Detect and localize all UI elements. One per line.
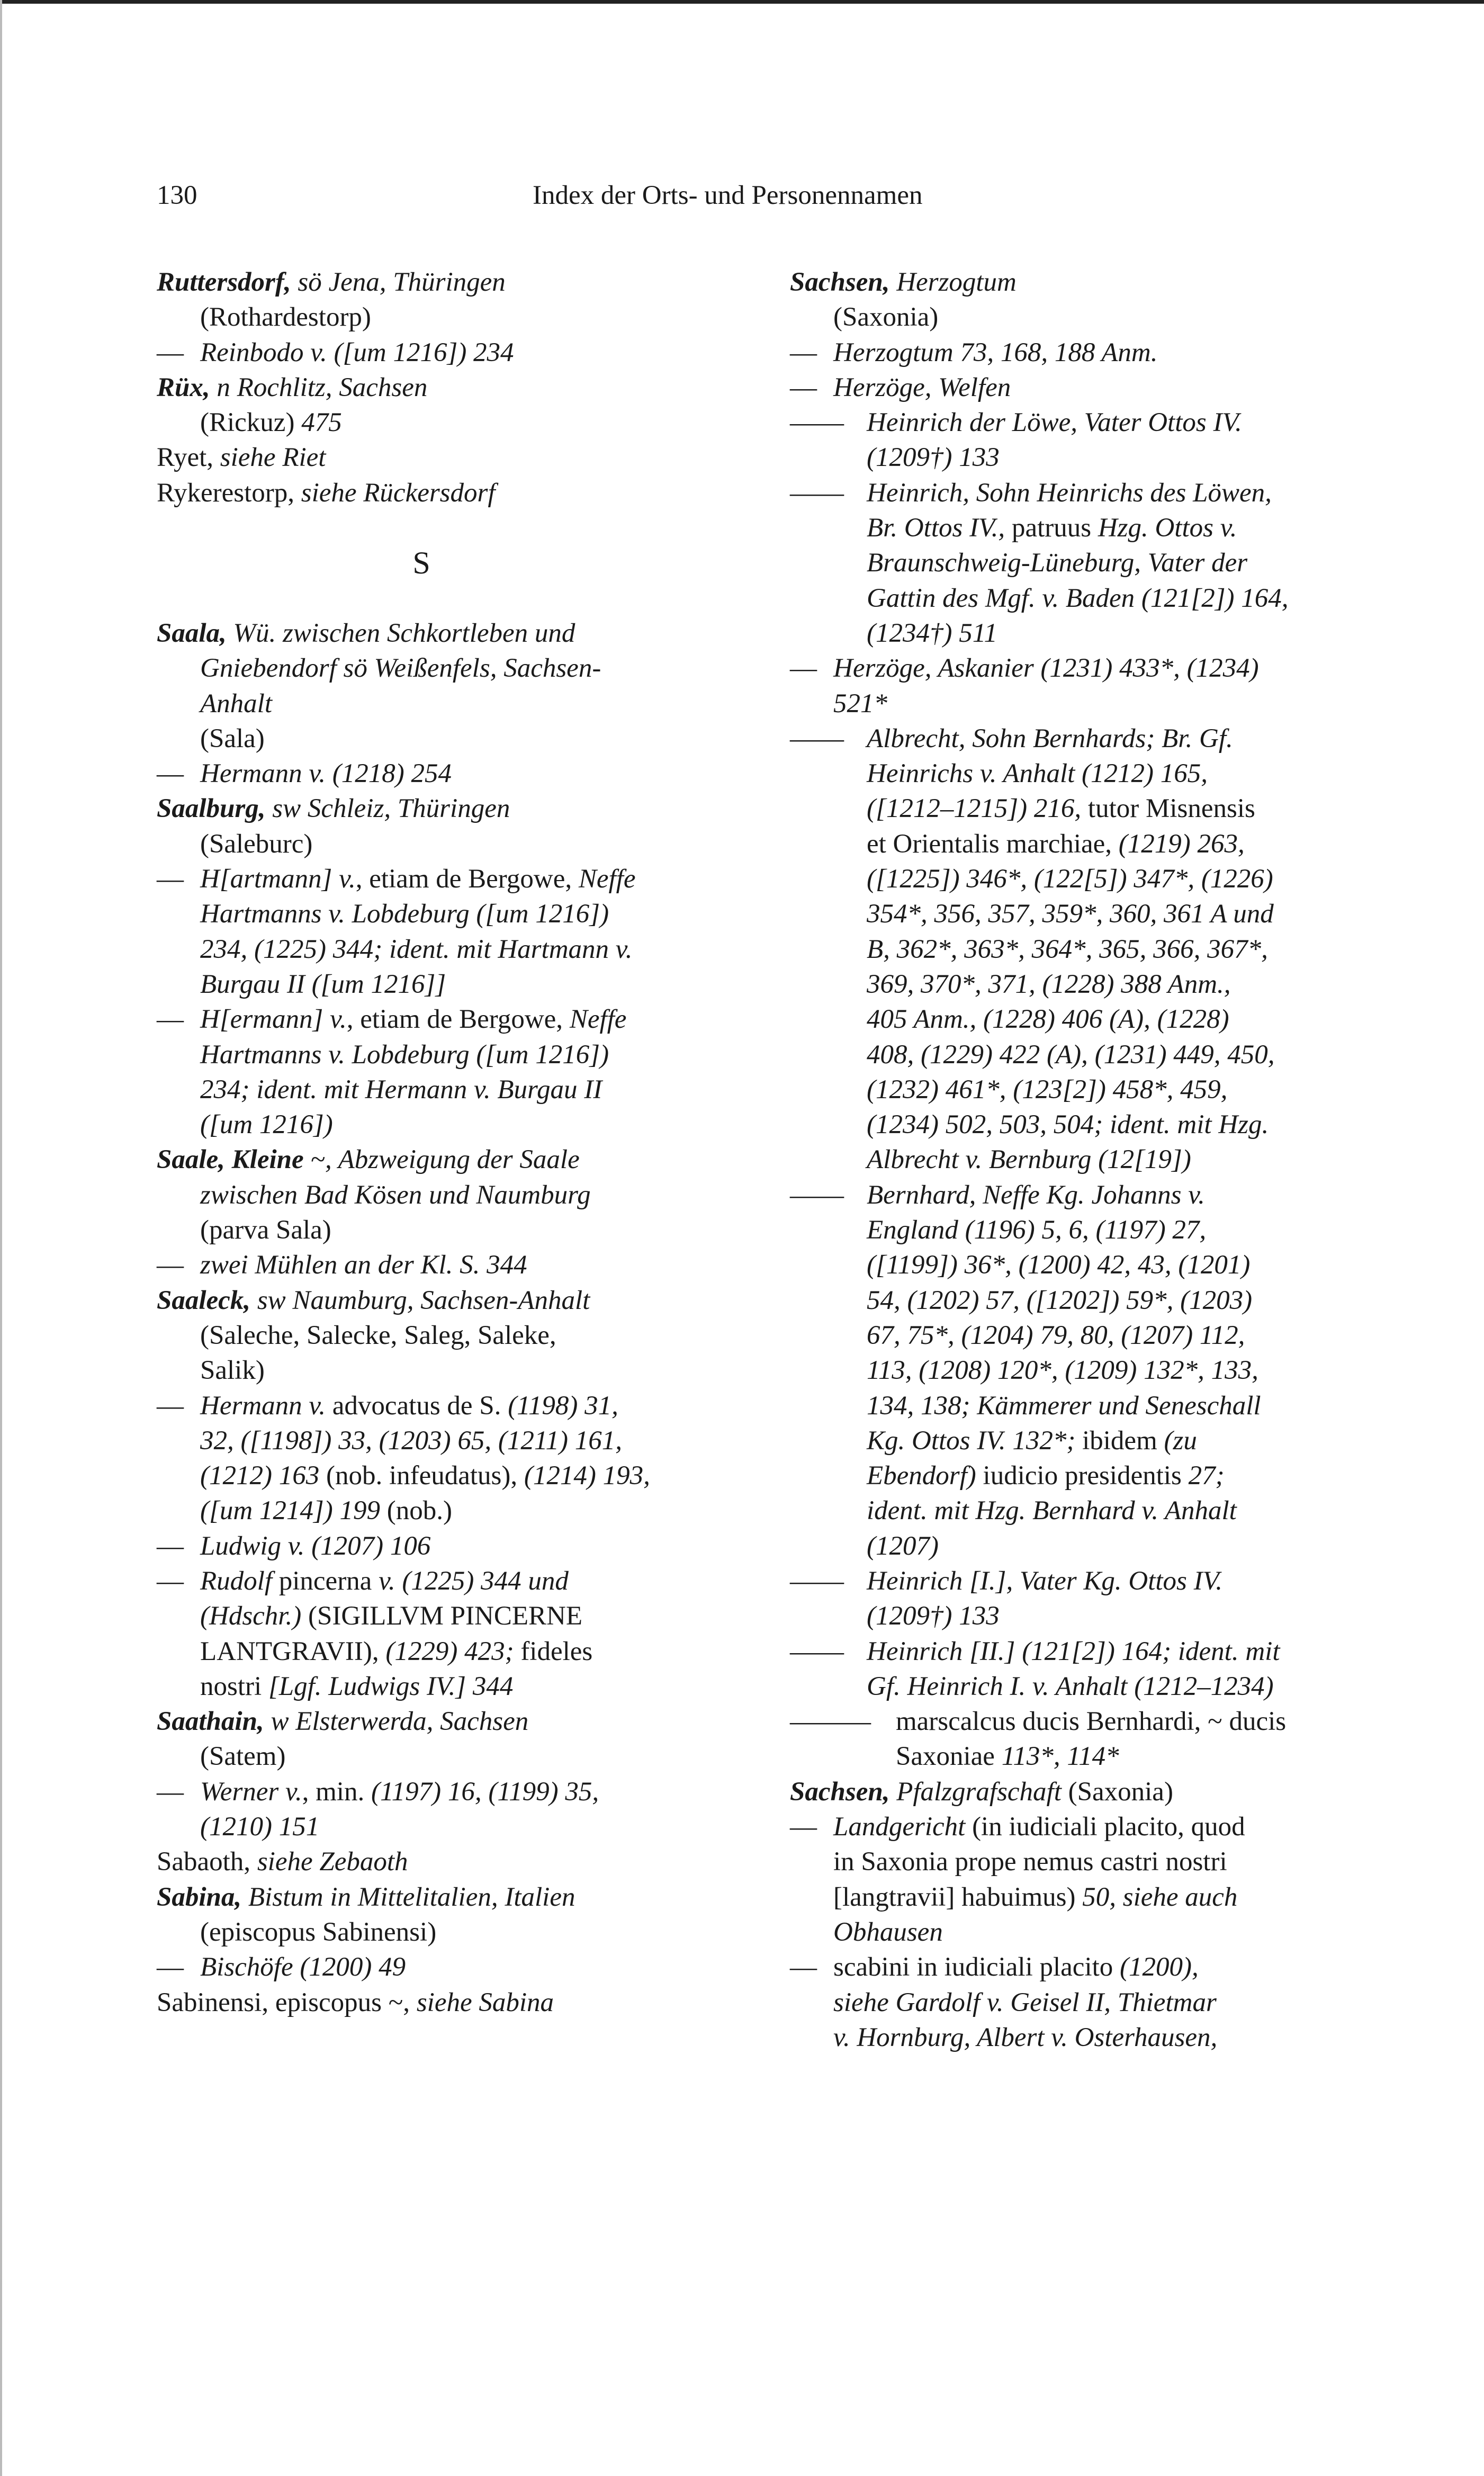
page-header [157, 180, 956, 228]
entry-ryet: Ryet, siehe Riet [157, 443, 326, 473]
index-line: — Rudolf pincerna v. (1225) 344 und [157, 1566, 569, 1596]
index-line: —— Heinrich [II.] (121[2]) 164; ident. mit [790, 1636, 1280, 1666]
entry-saale-kleine: Saale, Kleine ~, Abzweigung der Saale [157, 1145, 580, 1175]
entry-sachsen-herzogtum: Sachsen, Herzogtum [790, 267, 1017, 297]
entry-sachsen-pfalzgrafschaft: Sachsen, Pfalzgrafschaft (Saxonia) [790, 1777, 1173, 1807]
index-line: (1212) 163 (nob. infeudatus), (1214) 193, [200, 1461, 650, 1491]
entry-sabina: Sabina, Bistum in Mittelitalien, Italien [157, 1882, 575, 1912]
index-line: —— Heinrich der Löwe, Vater Ottos IV. [790, 408, 1242, 438]
index-line: (1232) 461*, (123[2]) 458*, 459, [867, 1074, 1228, 1105]
index-line: nostri [Lgf. Ludwigs IV.] 344 [200, 1671, 514, 1701]
index-line: — H[artmann] v., etiam de Bergowe, Neffe [157, 864, 636, 894]
index-line: et Orientalis marchiae, (1219) 263, [867, 829, 1245, 859]
index-line: (Sala) [200, 723, 265, 753]
index-line: zwischen Bad Kösen und Naumburg [200, 1180, 591, 1210]
index-column-right [790, 265, 1341, 2055]
index-line: (episcopus Sabinensi) [200, 1917, 437, 1947]
page-number: 130 [157, 181, 197, 210]
scan-edge-top [0, 0, 1484, 4]
index-line: Salik) [200, 1356, 265, 1386]
index-line: (1234) 502, 503, 504; ident. mit Hzg. [867, 1110, 1269, 1140]
index-line: Kg. Ottos IV. 132*; ibidem (zu [867, 1425, 1197, 1456]
index-line: 234, (1225) 344; ident. mit Hartmann v. [200, 934, 633, 964]
index-line: Burgau II ([um 1216]] [200, 969, 446, 999]
index-line: — Werner v., min. (1197) 16, (1199) 35, [157, 1777, 599, 1807]
index-line: 354*, 356, 357, 359*, 360, 361 A und [867, 899, 1274, 929]
index-line: (Saxonia) [833, 302, 939, 333]
index-line: — Hermann v. advocatus de S. (1198) 31, [157, 1390, 618, 1421]
index-line: — Landgericht (in iudiciali placito, quod [790, 1812, 1245, 1842]
index-line: Obhausen [833, 1917, 943, 1947]
index-line: Braunschweig-Lüneburg, Vater der [867, 548, 1248, 578]
index-line: — H[ermann] v., etiam de Bergowe, Neffe [157, 1004, 627, 1035]
index-line: Heinrichs v. Anhalt (1212) 165, [867, 759, 1208, 789]
index-line: Hartmanns v. Lobdeburg ([um 1216]) [200, 899, 609, 929]
entry-sabinensi: Sabinensi, episcopus ~, siehe Sabina [157, 1987, 554, 2017]
index-line: 408, (1229) 422 (A), (1231) 449, 450, [867, 1039, 1275, 1070]
section-letter-s: S [412, 545, 430, 581]
index-line: (Satem) [200, 1742, 286, 1772]
index-line: (parva Sala) [200, 1215, 331, 1245]
index-line: (1209†) 133 [867, 443, 1000, 473]
index-line: 405 Anm., (1228) 406 (A), (1228) [867, 1004, 1229, 1035]
index-line: [langtravii] habuimus) 50, siehe auch [833, 1882, 1238, 1912]
index-line: (Hdschr.) (SIGILLVM PINCERNE [200, 1601, 583, 1631]
index-line: — Herzöge, Welfen [790, 372, 1011, 402]
index-line: —— Heinrich [I.], Vater Kg. Ottos IV. [790, 1566, 1222, 1596]
index-line: Gf. Heinrich I. v. Anhalt (1212–1234) [867, 1671, 1274, 1701]
running-title: Index der Orts- und Personennamen [533, 181, 923, 210]
index-line: ([1212–1215]) 216, tutor Misnensis [867, 794, 1255, 824]
index-line: (Rickuz) 475 [200, 408, 342, 438]
index-line: 234; ident. mit Hermann v. Burgau II [200, 1074, 602, 1105]
entry-saalburg: Saalburg, sw Schleiz, Thüringen [157, 794, 510, 824]
index-line: Gattin des Mgf. v. Baden (121[2]) 164, [867, 583, 1289, 613]
index-line: Br. Ottos IV., patruus Hzg. Ottos v. [867, 513, 1237, 543]
index-line: — Hermann v. (1218) 254 [157, 759, 452, 789]
index-line: B, 362*, 363*, 364*, 365, 366, 367*, [867, 934, 1268, 964]
index-line: (1210) 151 [200, 1812, 320, 1842]
index-line: — scabini in iudiciali placito (1200), [790, 1952, 1199, 1982]
index-line: — Herzogtum 73, 168, 188 Anm. [790, 337, 1158, 367]
index-line: (Saleburc) [200, 829, 313, 859]
index-line: in Saxonia prope nemus castri nostri [833, 1847, 1227, 1877]
index-line: v. Hornburg, Albert v. Osterhausen, [833, 2022, 1218, 2052]
index-line: — Bischöfe (1200) 49 [157, 1952, 406, 1982]
index-line: England (1196) 5, 6, (1197) 27, [867, 1215, 1207, 1245]
entry-saala: Saala, Wü. zwischen Schkortleben und [157, 618, 575, 648]
entry-sabaoth: Sabaoth, siehe Zebaoth [157, 1847, 408, 1877]
index-line: 54, (1202) 57, ([1202]) 59*, (1203) [867, 1285, 1253, 1315]
entry-rykerestorp: Rykerestorp, siehe Rückersdorf [157, 478, 496, 508]
index-line: (1234†) 511 [867, 618, 997, 648]
index-line: Gniebendorf sö Weißenfels, Sachsen- [200, 653, 601, 684]
index-line: ([um 1216]) [200, 1110, 333, 1140]
index-line: 113, (1208) 120*, (1209) 132*, 133, [867, 1356, 1258, 1386]
index-line: Saxoniae 113*, 114* [896, 1742, 1119, 1772]
index-line: Anhalt [200, 688, 272, 719]
index-line: ([1199]) 36*, (1200) 42, 43, (1201) [867, 1250, 1251, 1280]
index-line: Albrecht v. Bernburg (12[19]) [867, 1145, 1191, 1175]
entry-saaleck: Saaleck, sw Naumburg, Sachsen-Anhalt [157, 1285, 590, 1315]
index-line: (Saleche, Salecke, Saleg, Saleke, [200, 1320, 556, 1350]
entry-ruex: Rüx, n Rochlitz, Sachsen [157, 372, 428, 402]
entry-saathain: Saathain, w Elsterwerda, Sachsen [157, 1707, 529, 1737]
index-line: —— Heinrich, Sohn Heinrichs des Löwen, [790, 478, 1272, 508]
index-line: 369, 370*, 371, (1228) 388 Anm., [867, 969, 1231, 999]
index-line: ([1225]) 346*, (122[5]) 347*, (1226) [867, 864, 1273, 894]
index-line: LANTGRAVII), (1229) 423; fideles [200, 1636, 593, 1666]
index-line: Ebendorf) iudicio presidentis 27; [867, 1461, 1225, 1491]
index-line: 32, ([1198]) 33, (1203) 65, (1211) 161, [200, 1425, 623, 1456]
index-line: ——— marscalcus ducis Bernhardi, ~ ducis [790, 1707, 1287, 1737]
index-line: ([um 1214]) 199 (nob.) [200, 1496, 452, 1526]
index-line: — Reinbodo v. ([um 1216]) 234 [157, 337, 514, 367]
index-line: —— Albrecht, Sohn Bernhards; Br. Gf. [790, 723, 1233, 753]
index-line: Hartmanns v. Lobdeburg ([um 1216]) [200, 1039, 609, 1070]
index-line: 67, 75*, (1204) 79, 80, (1207) 112, [867, 1320, 1245, 1350]
scan-edge-left [0, 0, 2, 2476]
index-line: — Ludwig v. (1207) 106 [157, 1531, 431, 1561]
index-line: — zwei Mühlen an der Kl. S. 344 [157, 1250, 527, 1280]
index-line: (Rothardestorp) [200, 302, 371, 333]
index-line: (1207) [867, 1531, 939, 1561]
entry-ruttersdorf: Ruttersdorf, sö Jena, Thüringen [157, 267, 506, 297]
index-line: (1209†) 133 [867, 1601, 1000, 1631]
index-line: — Herzöge, Askanier (1231) 433*, (1234) [790, 653, 1259, 684]
index-line: 134, 138; Kämmerer und Seneschall [867, 1390, 1261, 1421]
index-line: siehe Gardolf v. Geisel II, Thietmar [833, 1987, 1217, 2017]
index-line: —— Bernhard, Neffe Kg. Johanns v. [790, 1180, 1205, 1210]
index-column-left [157, 265, 686, 2020]
index-line: 521* [833, 688, 887, 719]
index-line: ident. mit Hzg. Bernhard v. Anhalt [867, 1496, 1237, 1526]
